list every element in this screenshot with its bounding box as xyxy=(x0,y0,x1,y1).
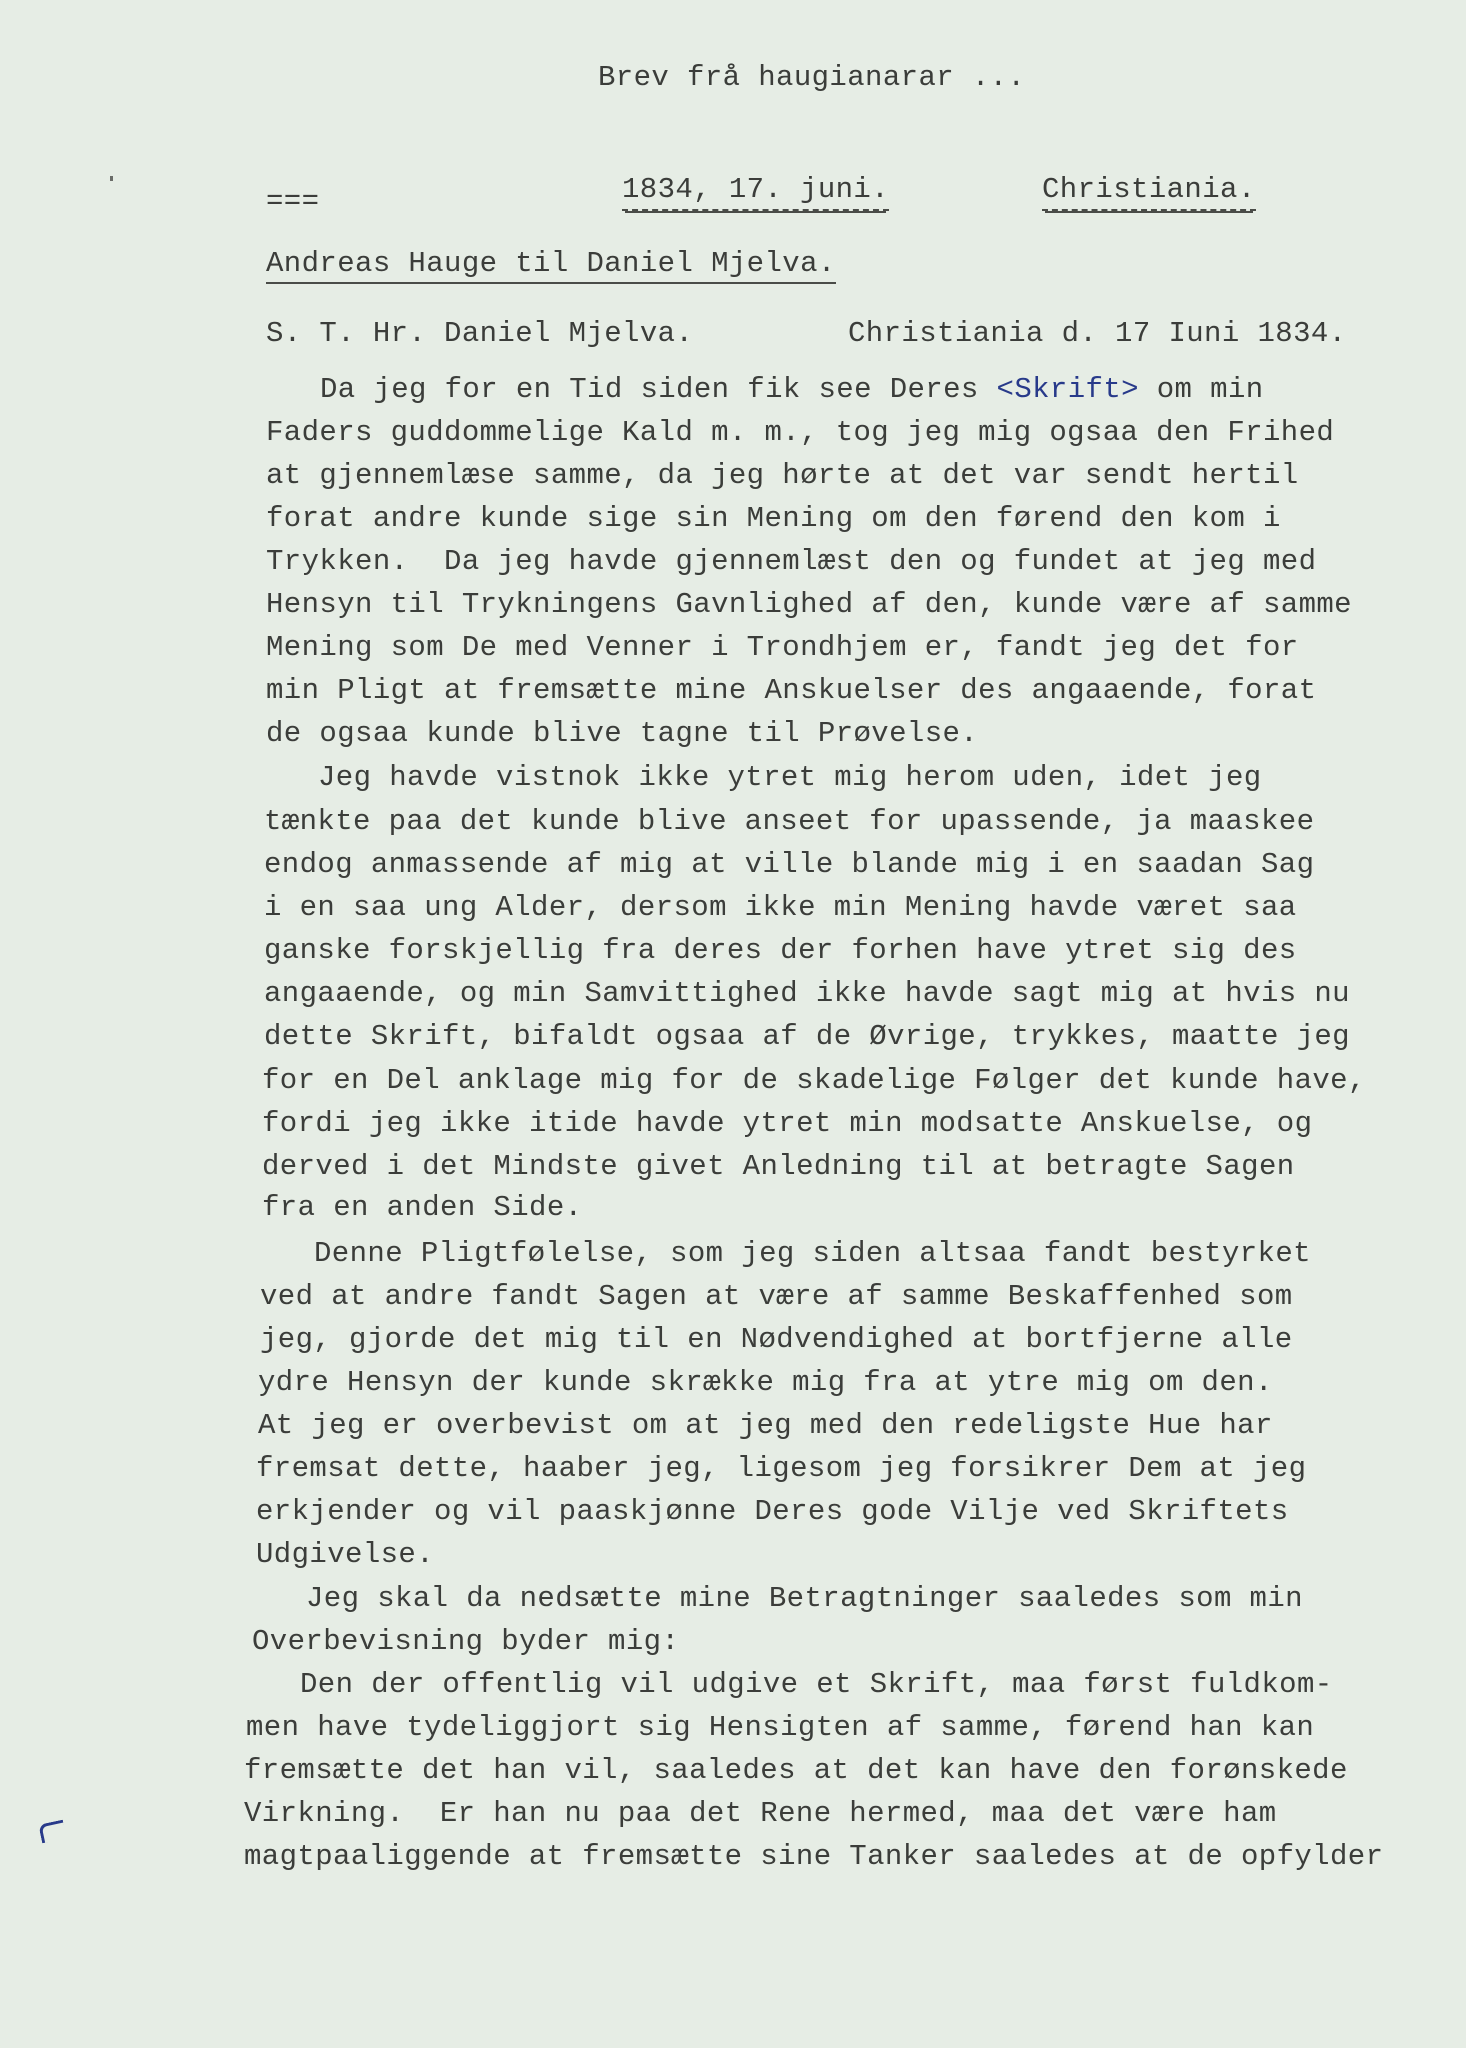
body-line: endog anmassende af mig at ville blande mig i en saadan Sag xyxy=(264,848,1315,881)
margin-pen-mark xyxy=(38,1820,66,1844)
body-line: at gjennemlæse samme, da jeg hørte at det var sendt hertil xyxy=(266,459,1299,492)
body-line: Denne Pligtfølelse, som jeg siden altsaa fandt bestyrket xyxy=(314,1237,1311,1270)
body-line: magtpaaliggende at fremsætte sine Tanker saaledes at de opfylder xyxy=(244,1840,1384,1873)
body-line: for en Del anklage mig for de skadelige Følger det kunde have, xyxy=(262,1064,1366,1097)
running-title: Brev frå haugianarar ... xyxy=(598,61,1026,94)
salutation: S. T. Hr. Daniel Mjelva. xyxy=(266,317,694,350)
stray-mark xyxy=(110,176,113,181)
letter-date-text: 1834, 17. juni. xyxy=(622,172,889,211)
dateline: Christiania d. 17 Iuni 1834. xyxy=(848,317,1347,350)
body-line: dette Skrift, bifaldt ogsaa af de Øvrige, trykkes, maatte jeg xyxy=(264,1020,1350,1053)
letter-place xyxy=(1042,172,1256,211)
body-line-text: om min xyxy=(1138,373,1264,406)
letter-heading-text: Andreas Hauge til Daniel Mjelva. xyxy=(266,246,836,284)
letter-heading xyxy=(266,246,836,284)
body-line: Jeg skal da nedsætte mine Betragtninger saaledes som min xyxy=(306,1582,1303,1615)
body-line: Trykken. Da jeg havde gjennemlæst den og fundet at jeg med xyxy=(266,545,1317,578)
body-line: Virkning. Er han nu paa det Rene hermed, maa det være ham xyxy=(244,1797,1277,1830)
body-line: fordi jeg ikke itide havde ytret min modsatte Anskuelse, og xyxy=(262,1107,1313,1140)
body-line: At jeg er overbevist om at jeg med den redeligste Hue har xyxy=(258,1409,1273,1442)
letter-date xyxy=(622,172,889,211)
separator: === xyxy=(266,185,320,218)
body-line: Den der offentlig vil udgive et Skrift, maa først fuldkom- xyxy=(300,1668,1333,1701)
body-line: i en saa ung Alder, dersom ikke min Mening havde været saa xyxy=(264,891,1297,924)
body-line: fremsat dette, haaber jeg, ligesom jeg forsikrer Dem at jeg xyxy=(256,1452,1307,1485)
body-line: Overbevisning byder mig: xyxy=(252,1625,680,1658)
body-line: de ogsaa kunde blive tagne til Prøvelse. xyxy=(266,717,979,750)
body-line: fra en anden Side. xyxy=(262,1191,583,1224)
body-line: forat andre kunde sige sin Mening om den førend den kom i xyxy=(266,502,1281,535)
body-line-text: Da jeg for en Tid siden fik see Deres xyxy=(320,373,997,406)
body-line xyxy=(320,372,1264,408)
body-line: Jeg havde vistnok ikke ytret mig herom uden, idet jeg xyxy=(318,761,1262,794)
body-line: Faders guddommelige Kald m. m., tog jeg mig ogsaa den Frihed xyxy=(266,416,1335,449)
body-line: fremsætte det han vil, saaledes at det kan have den forønskede xyxy=(244,1754,1348,1787)
body-line: jeg, gjorde det mig til en Nødvendighed at bortfjerne alle xyxy=(260,1323,1293,1356)
body-line: tænkte paa det kunde blive anseet for upassende, ja maaskee xyxy=(264,805,1315,838)
body-line: angaaende, og min Samvittighed ikke havde sagt mig at hvis nu xyxy=(264,977,1350,1010)
body-line: ved at andre fandt Sagen at være af samme Beskaffenhed som xyxy=(260,1280,1293,1313)
body-line: ganske forskjellig fra deres der forhen have ytret sig des xyxy=(264,934,1297,967)
handwritten-insert: <Skrift> xyxy=(996,373,1139,406)
body-line: erkjender og vil paaskjønne Deres gode Vilje ved Skriftets xyxy=(256,1495,1289,1528)
body-line: min Pligt at fremsætte mine Anskuelser des angaaende, forat xyxy=(266,674,1317,707)
body-line: derved i det Mindste givet Anledning til at betragte Sagen xyxy=(262,1150,1295,1183)
body-line: Mening som De med Venner i Trondhjem er, fandt jeg det for xyxy=(266,631,1299,664)
body-line: ydre Hensyn der kunde skrække mig fra at ytre mig om den. xyxy=(258,1366,1273,1399)
body-line: Udgivelse. xyxy=(256,1538,435,1571)
body-line: men have tydeliggjort sig Hensigten af samme, førend han kan xyxy=(246,1711,1315,1744)
letter-place-text: Christiania. xyxy=(1042,172,1256,211)
body-line: Hensyn til Trykningens Gavnlighed af den, kunde være af samme xyxy=(266,588,1352,621)
